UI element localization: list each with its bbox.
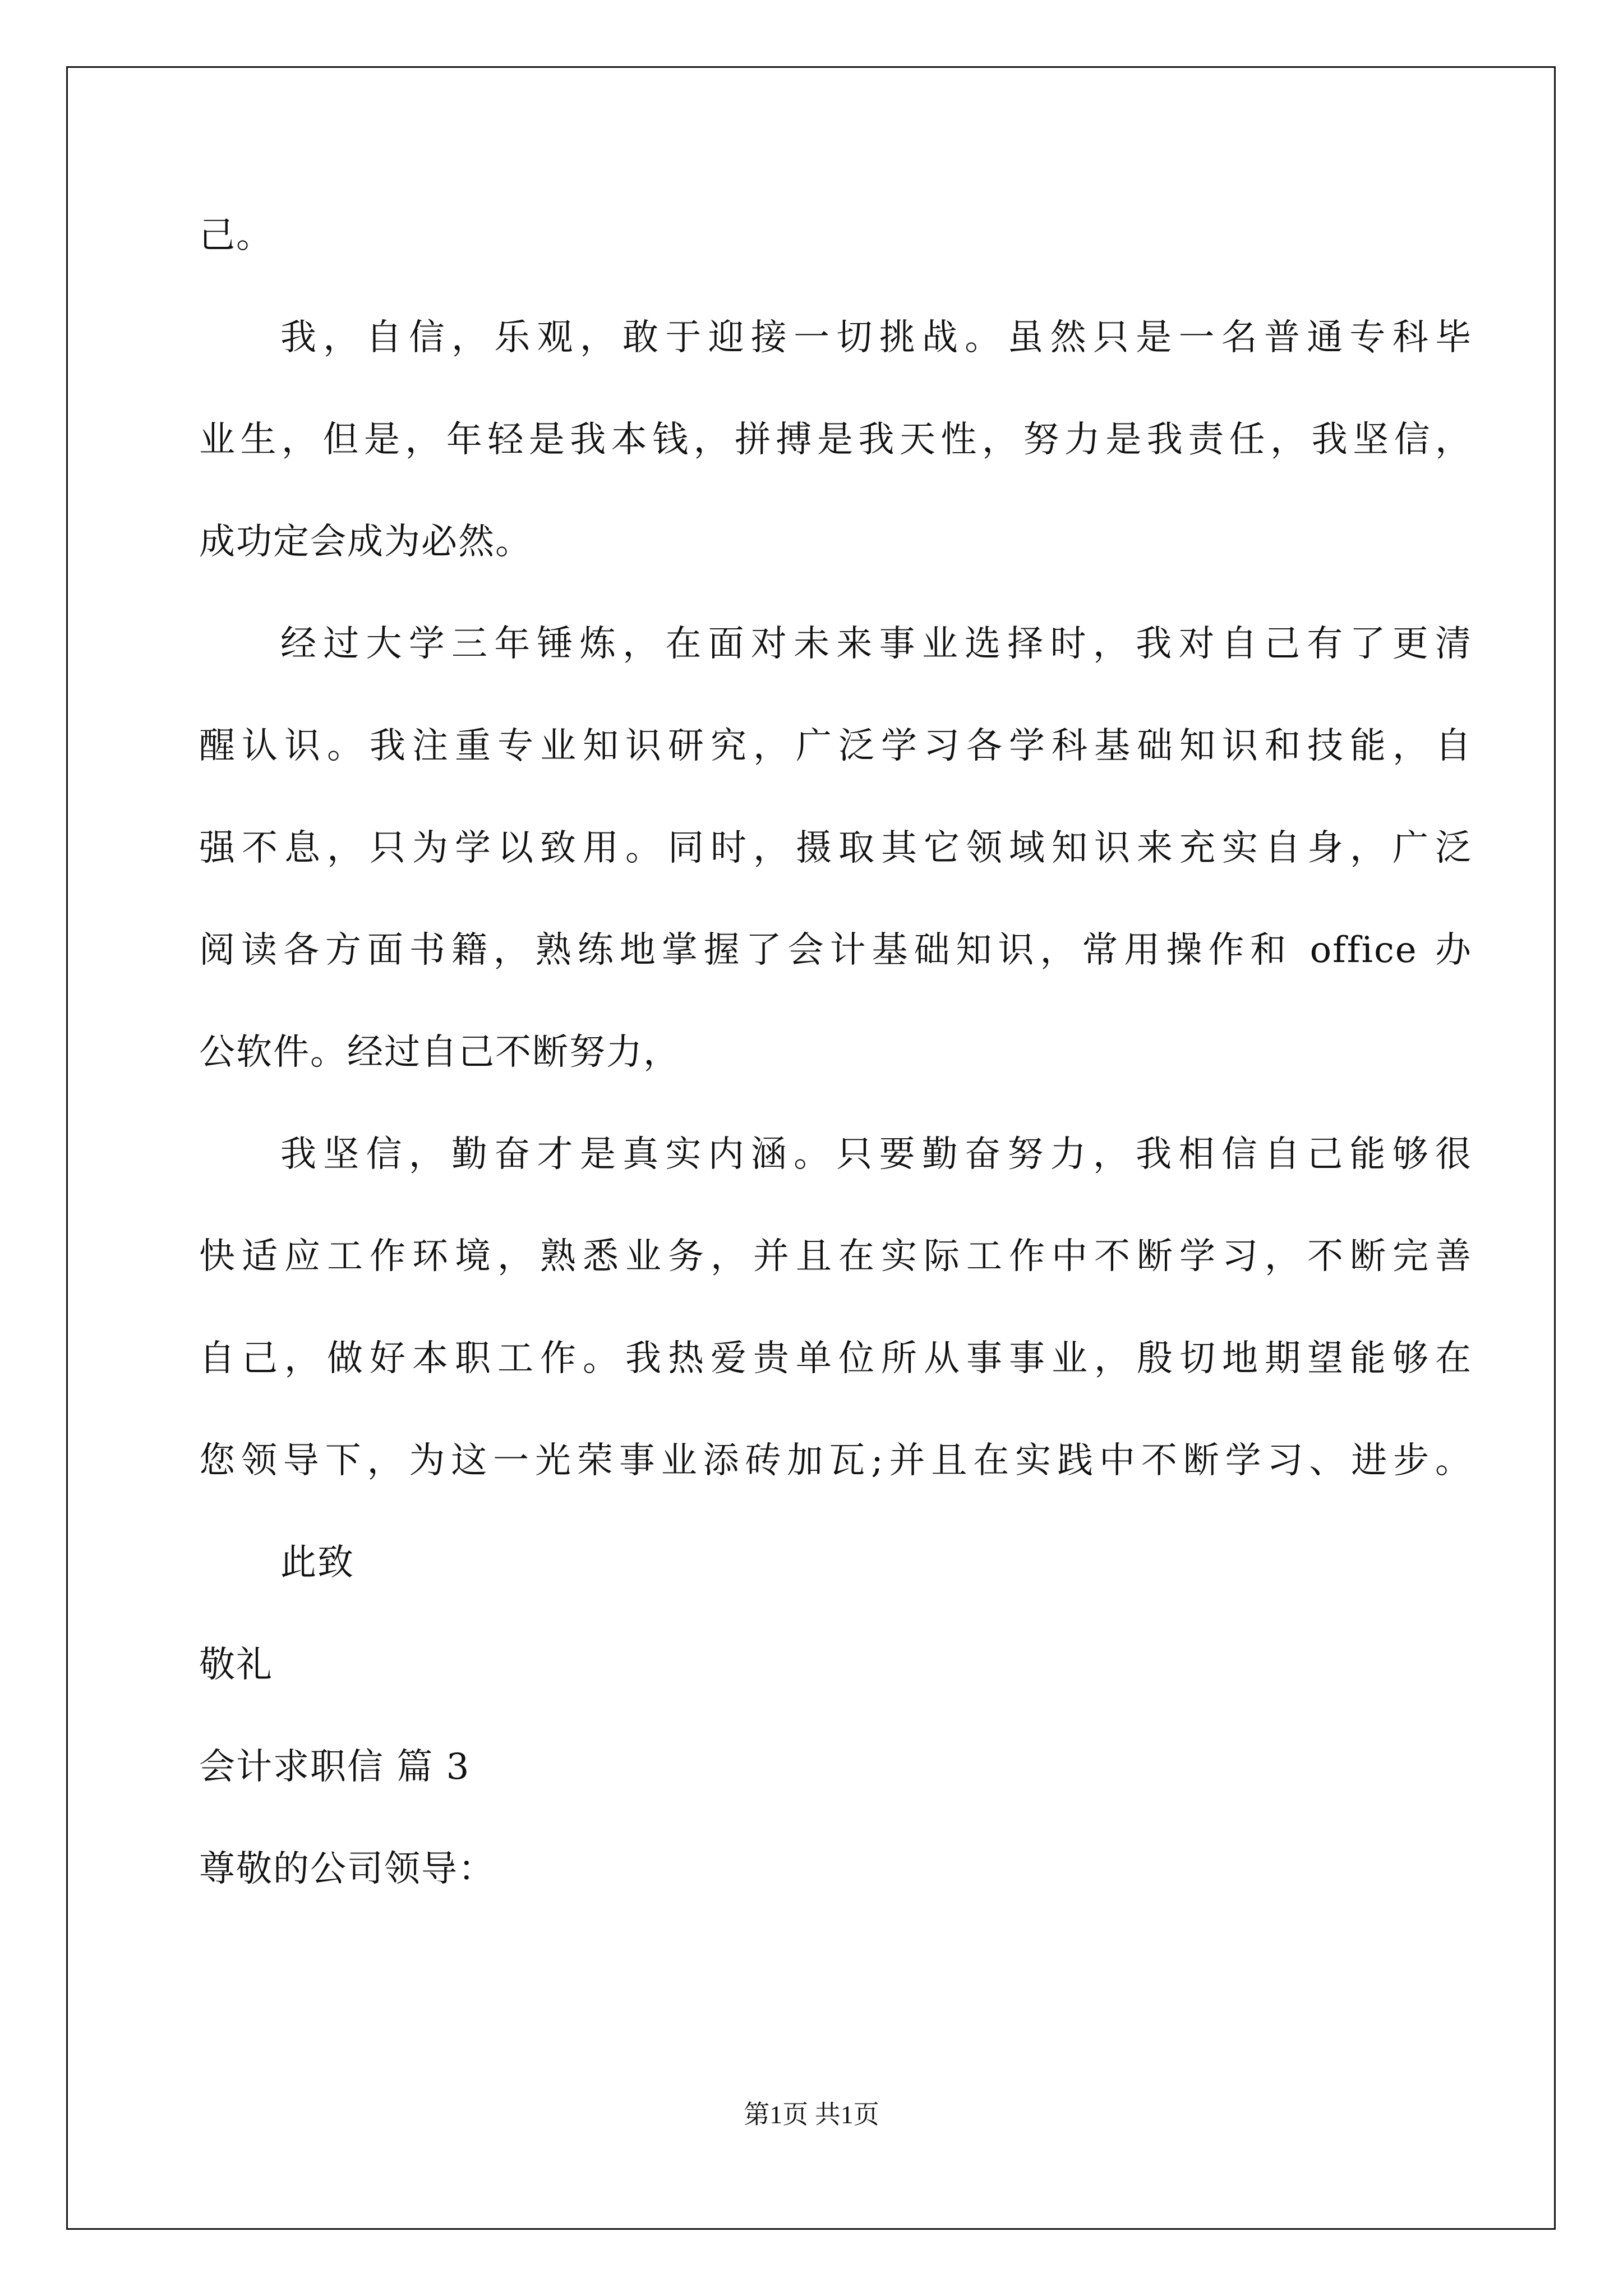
paragraph-line: 自己，做好本职工作。我热爱贵单位所从事事业，殷切地期望能够在 [199,1338,1472,1379]
paragraph-line: 成功定会成为必然。 [199,521,532,563]
paragraph-line: 您领导下，为这一光荣事业添砖加瓦;并且在实践中不断学习、进步。 [199,1440,1472,1481]
closing-line: 此致 [280,1542,354,1584]
paragraph-line: 我，自信，乐观，敢于迎接一切挑战。虽然只是一名普通专科毕 [280,317,1472,358]
paragraph-line: 我坚信，勤奋才是真实内涵。只要勤奋努力，我相信自己能够很 [280,1134,1472,1175]
paragraph-line: 业生，但是，年轻是我本钱，拼搏是我天性，努力是我责任，我坚信， [199,419,1472,461]
salute-line: 敬礼 [199,1644,273,1686]
paragraph-line: 快适应工作环境，熟悉业务，并且在实际工作中不断学习，不断完善 [199,1236,1472,1277]
paragraph-line: 经过大学三年锤炼，在面对未来事业选择时，我对自己有了更清 [280,623,1472,665]
page-footer: 第1页 共1页 [744,2100,879,2129]
greeting-line: 尊敬的公司领导： [199,1848,495,1890]
section-title: 会计求职信 篇 3 [199,1746,471,1788]
paragraph-line: 公软件。经过自己不断努力， [199,1032,680,1073]
paragraph-line: 醒认识。我注重专业知识研究，广泛学习各学科基础知识和技能，自 [199,725,1472,767]
paragraph-line: 阅读各方面书籍，熟练地掌握了会计基础知识，常用操作和 office 办 [199,930,1472,971]
paragraph-line: 己。 [199,215,273,256]
paragraph-line: 强不息，只为学以致用。同时，摄取其它领域知识来充实自身，广泛 [199,827,1472,869]
